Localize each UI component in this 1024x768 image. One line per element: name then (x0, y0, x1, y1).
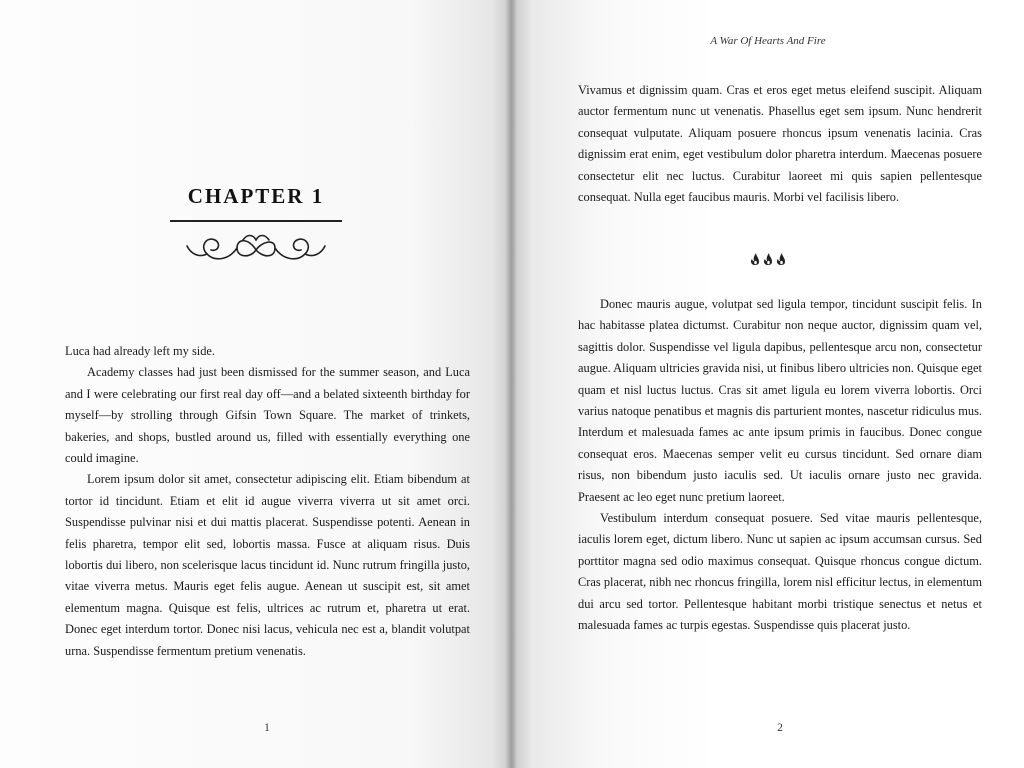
chapter-title: CHAPTER 1 (187, 184, 325, 208)
flame-triple-icon (748, 252, 788, 266)
ornamental-flourish-icon (181, 228, 331, 268)
paragraph: Vivamus et dignissim quam. Cras et eros eget metus eleifend suscipit. Aliquam auctor fermentum nunc ut venenatis. Phasellus eget sem ipsum. Nunc hendrerit consequat vulputate. Aliquam posuere rhoncus ipsum venenatis lacinia. Cras dignissim erat enim, eget vestibulum dolor pharetra interdum. Maecenas posuere consectetur elit nec luctus. Curabitur laoreet mi quis sapien pellentesque consequat. Nulla eget faucibus mauris. Morbi vel facilisis libero. (578, 83, 982, 205)
left-page-body (65, 341, 470, 662)
paragraph: Vestibulum interdum consequat posuere. Sed vitae mauris pellentesque, iaculis lorem eget, dictum libero. Nunc ut sapien ac ipsum accumsan cursus. Sed porttitor magna sed odio maximus consequat. Quisque rhoncus congue dictum. Cras placerat, nibh nec rhoncus fringilla, lorem nisl efficitur lectus, in elementum dui arcu sed tortor. Pellentesque habitant morbi tristique senectus et netus et malesuada fames ac turpis egestas. Suspendisse quis placerat justo. (578, 511, 982, 633)
right-page-body-top (578, 80, 982, 208)
chapter-divider (170, 220, 342, 222)
paragraph: Donec mauris augue, volutpat sed ligula tempor, tincidunt suscipit felis. In hac habitasse platea dictumst. Curabitur non neque auctor, dignissim quam vel, sagittis dolor. Suspendisse vel ligula dapibus, pellentesque arcu non, consectetur augue. Aliquam ultricies gravida nisi, ut finibus libero ultricies non. Quisque eget quam et nisl luctus luctus. Cras sit amet ligula eu lorem viverra lobortis. Orci varius natoque penatibus et magnis dis parturient montes, nascetur ridiculus mus. Interdum et malesuada fames ac ante ipsum primis in faucibus. Donec congue consequat eros. Maecenas semper velit eu cursus tincidunt. Sed ornare diam risus, non bibendum justo iaculis sed. Ut iaculis ornare justo nec gravida. Praesent ac leo eget nunc pretium laoreet. (578, 297, 982, 504)
paragraph-opening: Luca had already left my side. (65, 344, 216, 358)
running-head: A War Of Hearts And Fire (710, 35, 826, 47)
page-number-left: 1 (264, 722, 270, 734)
paragraph: Academy classes had just been dismissed for the summer season, and Luca and I were celebrating our first real day off—and a belated sixteenth birthday for myself—by strolling through Gifsin Town Square. The market of trinkets, bakeries, and shops, bustled around us, filled with essentially everything one could imagine. (65, 365, 470, 466)
paragraph: Lorem ipsum dolor sit amet, consectetur adipiscing elit. Etiam bibendum at tortor id tincidunt. Etiam et elit id augue viverra viverra ut sit amet orci. Suspendisse pulvinar nisi et dui mattis placerat. Suspendisse potenti. Aenean in felis pharetra, tempor elit sed, lobortis massa. Fusce at aliquam risus. Duis lobortis dui libero, non scelerisque lacus tincidunt id. Nunc rutrum fringilla justo, vitae viverra metus. Mauris eget felis augue. Aenean ut suscipit est, sit amet elementum magna. Quisque est felis, ultrices ac rutrum et, pharetra ut erat. Donec eget interdum tortor. Donec nisi lacus, vehicula nec est a, blandit volutpat urna. Suspendisse fermentum pretium venenatis. (65, 472, 470, 658)
page-number-right: 2 (777, 722, 783, 734)
scene-break (512, 252, 1024, 270)
chapter-heading (0, 180, 512, 268)
right-page-body-bottom (578, 294, 982, 637)
